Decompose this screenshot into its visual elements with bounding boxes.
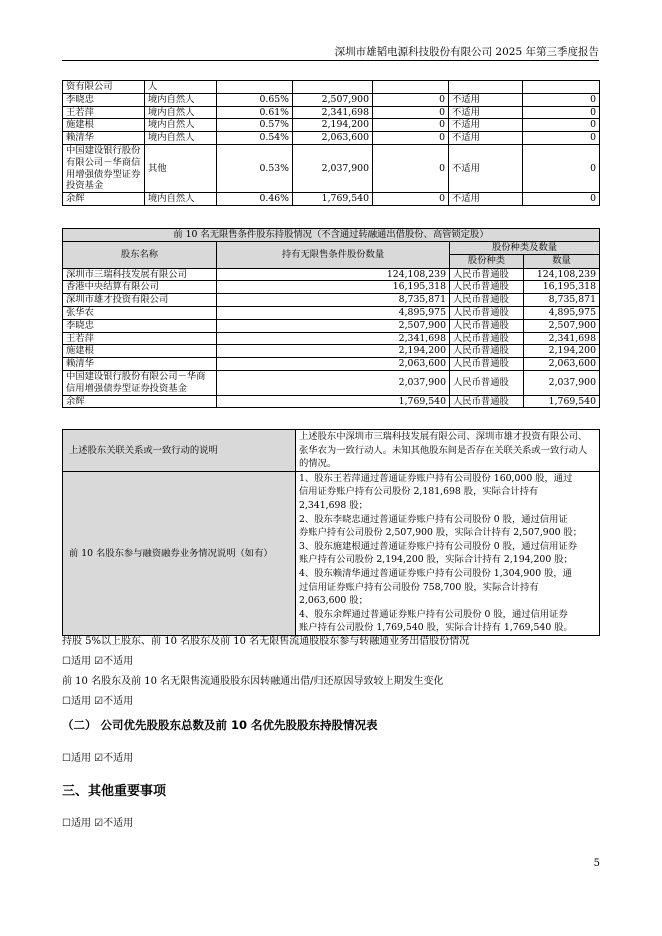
share-type: 人民币普通股: [450, 370, 524, 395]
holder-ratio: 0.61%: [217, 106, 293, 119]
other-matters-applicability: ☐适用 ☑不适用: [62, 818, 134, 829]
holder-pledge-status: 不适用: [449, 132, 523, 145]
margin-line: 4、股东赖清华通过普通证券账户持有公司股份 1,304,900 股，通: [299, 567, 572, 579]
holder-shares: 2,194,200: [293, 119, 373, 132]
share-num: 2,507,900: [524, 319, 600, 332]
relation-text: 上述股东中深圳市三瑞科技发展有限公司、深圳市雄才投资有限公司、张华农为一致行动人。未知其他股东间是否存在关联关系或一致行动人的情况。: [296, 430, 600, 472]
share-type: 人民币普通股: [450, 358, 524, 371]
header-rule: [62, 60, 599, 61]
margin-line: 2、股东李晓忠通过普通证券账户持有公司股份 0 股，通过信用证: [299, 513, 568, 525]
lending-applicability: ☐适用 ☑不适用: [62, 656, 134, 667]
holder-unrestricted-qty: 2,037,900: [217, 370, 450, 395]
holder-pledge-status: [449, 81, 523, 94]
table-row: [63, 395, 600, 408]
table-row: [63, 119, 600, 132]
col-header-name: 股东名称: [63, 242, 217, 268]
table-row: [63, 193, 600, 206]
holder-shares: 1,769,540: [293, 193, 373, 206]
table-row: [63, 294, 600, 307]
holder-restricted: 0: [373, 144, 449, 192]
share-type: 人民币普通股: [450, 345, 524, 358]
change-applicability: ☐适用 ☑不适用: [62, 696, 134, 707]
holder-pledge-status: 不适用: [449, 193, 523, 206]
table-row: [63, 319, 600, 332]
margin-line: 4、股东余辉通过普通证券账户持有公司股份 0 股，通过信用证券: [299, 608, 568, 620]
table-row: [63, 345, 600, 358]
col-header-class: 股份种类及数量: [450, 242, 600, 255]
table-row: [63, 268, 600, 281]
holder-nature: 境内自然人: [145, 132, 217, 145]
top10-holders-table: [62, 80, 600, 206]
holder-restricted: 0: [373, 193, 449, 206]
other-matters-heading: 三、其他重要事项: [62, 784, 167, 799]
holder-unrestricted-qty: 8,735,871: [217, 294, 450, 307]
holder-name: 深圳市雄才投资有限公司: [63, 294, 217, 307]
holder-pledge-qty: [523, 81, 600, 94]
holder-ratio: 0.57%: [217, 119, 293, 132]
holder-restricted: 0: [373, 93, 449, 106]
share-num: 16,195,318: [524, 281, 600, 294]
notes-table: [62, 429, 600, 636]
margin-trading-label: 前 10 名股东参与融资融券业务情况说明（如有）: [63, 471, 296, 635]
holder-name: 资有限公司: [63, 81, 145, 94]
share-type: 人民币普通股: [450, 332, 524, 345]
holder-pledge-qty: 0: [523, 144, 600, 192]
table-row: [63, 358, 600, 371]
share-type: 人民币普通股: [450, 307, 524, 320]
holder-name: 赖清华: [63, 358, 217, 371]
page-number: 5: [593, 858, 600, 869]
holder-restricted: 0: [373, 119, 449, 132]
holder-unrestricted-qty: 124,108,239: [217, 268, 450, 281]
holder-ratio: 0.46%: [217, 193, 293, 206]
unrestricted-holders-table: [62, 228, 600, 408]
holder-restricted: 0: [373, 106, 449, 119]
holder-name: 王若萍: [63, 106, 145, 119]
holder-shares: 2,063,600: [293, 132, 373, 145]
table-row: [63, 144, 600, 192]
holder-shares: 2,037,900: [293, 144, 373, 192]
margin-line: 券账户持有公司股份 2,507,900 股，实际合计持有 2,507,900 股；: [299, 527, 583, 539]
relation-label: 上述股东关联关系或一致行动的说明: [63, 430, 296, 472]
holder-pledge-status: 不适用: [449, 93, 523, 106]
holder-pledge-status: 不适用: [449, 144, 523, 192]
table-row: [63, 370, 600, 395]
holder-nature: 境内自然人: [145, 119, 217, 132]
holder-name: 王若萍: [63, 332, 217, 345]
table-row: [63, 93, 600, 106]
holder-name: 张华农: [63, 307, 217, 320]
share-num: 8,735,871: [524, 294, 600, 307]
holder-pledge-qty: 0: [523, 106, 600, 119]
holder-ratio: [217, 81, 293, 94]
margin-line: 账户持有公司股份 2,194,200 股，实际合计持有 2,194,200 股；: [299, 554, 573, 566]
holder-pledge-qty: 0: [523, 119, 600, 132]
holder-name: 余辉: [63, 395, 217, 408]
share-type: 人民币普通股: [450, 281, 524, 294]
margin-line: 过信用证券账户持有公司股份 758,700 股，实际合计持有: [299, 581, 539, 593]
share-num: 124,108,239: [524, 268, 600, 281]
margin-line: 信用证券账户持有公司股份 2,181,698 股，实际合计持有: [299, 486, 539, 498]
share-num: 1,769,540: [524, 395, 600, 408]
preferred-applicability: ☐适用 ☑不适用: [62, 753, 134, 764]
holder-name: 赖清华: [63, 132, 145, 145]
table-row: [63, 81, 600, 94]
holder-ratio: 0.54%: [217, 132, 293, 145]
holder-nature: 其他: [145, 144, 217, 192]
holder-pledge-status: 不适用: [449, 106, 523, 119]
holder-restricted: [373, 81, 449, 94]
holder-nature: 人: [145, 81, 217, 94]
holder-name: 中国建设银行股份有限公司－华商信用增强债券型证券投资基金: [63, 144, 145, 192]
share-type: 人民币普通股: [450, 294, 524, 307]
holder-name: 深圳市三瑞科技发展有限公司: [63, 268, 217, 281]
holder-pledge-qty: 0: [523, 93, 600, 106]
holder-shares: [293, 81, 373, 94]
holder-unrestricted-qty: 2,194,200: [217, 345, 450, 358]
holder-name: 中国建设银行股份有限公司－华商信用增强债券型证券投资基金: [63, 370, 217, 395]
holder-unrestricted-qty: 4,895,975: [217, 307, 450, 320]
share-type: 人民币普通股: [450, 319, 524, 332]
unrestricted-table-title: 前 10 名无限售条件股东持股情况（不含通过转融通出借股份、高管锁定股）: [63, 229, 600, 242]
share-num: 2,194,200: [524, 345, 600, 358]
share-type: 人民币普通股: [450, 395, 524, 408]
change-paragraph: 前 10 名股东及前 10 名无限售流通股股东因转融通出借/归还原因导致较上期发生变化: [62, 676, 444, 687]
table-row: [63, 132, 600, 145]
share-num: 4,895,975: [524, 307, 600, 320]
holder-ratio: 0.53%: [217, 144, 293, 192]
share-type: 人民币普通股: [450, 268, 524, 281]
share-num: 2,037,900: [524, 370, 600, 395]
holder-nature: 境内自然人: [145, 193, 217, 206]
holder-name: 施建根: [63, 345, 217, 358]
margin-trading-text: [296, 471, 600, 635]
margin-line: 3、股东施建根通过普通证券账户持有公司股份 0 股，通过信用证券: [299, 540, 578, 552]
holder-name: 余辉: [63, 193, 145, 206]
holder-nature: 境内自然人: [145, 93, 217, 106]
lending-paragraph: 持股 5%以上股东、前 10 名股东及前 10 名无限售流通股股东参与转融通业务出借股份情况: [62, 636, 470, 647]
holder-pledge-qty: 0: [523, 193, 600, 206]
holder-unrestricted-qty: 1,769,540: [217, 395, 450, 408]
holder-unrestricted-qty: 2,507,900: [217, 319, 450, 332]
holder-name: 李晓忠: [63, 93, 145, 106]
holder-unrestricted-qty: 2,063,600: [217, 358, 450, 371]
margin-line: 2,063,600 股；: [299, 595, 368, 607]
col-header-qty: 持有无限售条件股份数量: [217, 242, 450, 268]
share-num: 2,063,600: [524, 358, 600, 371]
holder-nature: 境内自然人: [145, 106, 217, 119]
table-row: [63, 106, 600, 119]
holder-shares: 2,507,900: [293, 93, 373, 106]
col-header-type: 股份种类: [450, 255, 524, 268]
margin-line: 2,341,698 股；: [299, 499, 368, 511]
page-header: 深圳市雄韬电源科技股份有限公司 2025 年第三季度报告: [334, 46, 599, 58]
preferred-shares-heading: （二） 公司优先股股东总数及前 10 名优先股股东持股情况表: [62, 718, 378, 732]
table-row: [63, 281, 600, 294]
holder-shares: 2,341,698: [293, 106, 373, 119]
holder-restricted: 0: [373, 132, 449, 145]
table-row: [63, 332, 600, 345]
table-row: [63, 307, 600, 320]
holder-pledge-status: 不适用: [449, 119, 523, 132]
holder-pledge-qty: 0: [523, 132, 600, 145]
holder-name: 施建根: [63, 119, 145, 132]
holder-unrestricted-qty: 16,195,318: [217, 281, 450, 294]
holder-ratio: 0.65%: [217, 93, 293, 106]
holder-unrestricted-qty: 2,341,698: [217, 332, 450, 345]
margin-line: 账户持有公司股份 1,769,540 股，实际合计持有 1,769,540 股。: [299, 622, 573, 634]
holder-name: 香港中央结算有限公司: [63, 281, 217, 294]
margin-line: 1、股东王若萍通过普通证券账户持有公司股份 160,000 股，通过: [299, 472, 573, 484]
share-num: 2,341,698: [524, 332, 600, 345]
holder-name: 李晓忠: [63, 319, 217, 332]
col-header-num: 数量: [524, 255, 600, 268]
